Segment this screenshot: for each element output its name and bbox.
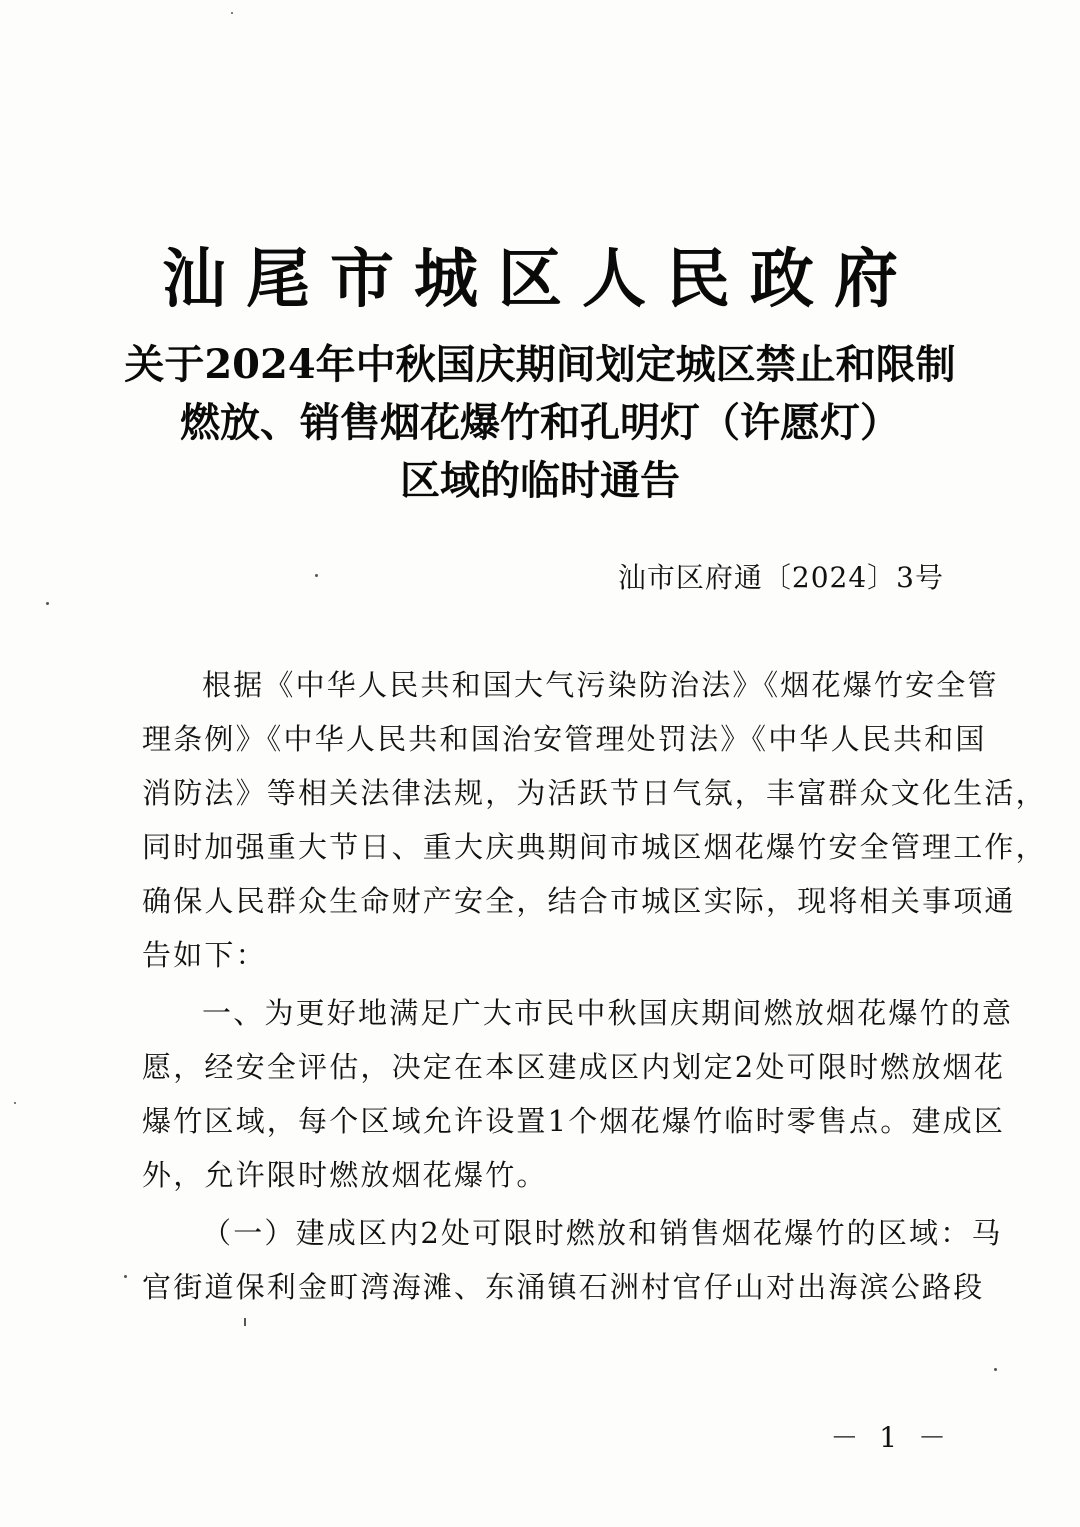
title-line-3: 区域的临时通告	[400, 457, 680, 504]
body-text	[142, 658, 1047, 1318]
paragraph-item-1-1	[142, 1206, 1003, 1314]
document-title	[100, 336, 980, 510]
text-line: 外，允许限时燃放烟花爆竹。	[142, 1158, 548, 1192]
scan-speck	[315, 574, 318, 577]
text-line: 同时加强重大节日、重大庆典期间市城区烟花爆竹安全管理工作，	[142, 830, 1047, 864]
text-line: 告如下：	[142, 938, 267, 972]
text-line: 官街道保利金町湾海滩、东涌镇石洲村官仔山对出海滨公路段	[142, 1270, 985, 1304]
page-number: － 1 －	[830, 1421, 952, 1454]
scan-speck	[994, 1368, 997, 1371]
scan-speck	[14, 1102, 16, 1104]
issuing-organization: 汕尾市城区人民政府	[162, 243, 918, 317]
title-line-1: 关于2024年中秋国庆期间划定城区禁止和限制	[124, 341, 956, 388]
text-line: 理条例》《中华人民共和国治安管理处罚法》《中华人民共和国	[142, 722, 987, 756]
text-line: 确保人民群众生命财产安全，结合市城区实际，现将相关事项通	[142, 884, 1016, 918]
text-line: 一、为更好地满足广大市民中秋国庆期间燃放烟花爆竹的意	[202, 996, 1014, 1030]
paragraph-preamble	[142, 658, 1047, 982]
text-line: 爆竹区域，每个区域允许设置1个烟花爆竹临时零售点。建成区	[142, 1104, 1006, 1138]
text-line: 消防法》等相关法律法规，为活跃节日气氛，丰富群众文化生活，	[142, 776, 1047, 810]
scan-speck	[231, 12, 233, 14]
document-number: 汕市区府通〔2024〕3号	[617, 561, 944, 594]
scan-speck	[124, 1275, 127, 1278]
scan-speck	[46, 602, 49, 605]
paragraph-item-1	[142, 986, 1014, 1202]
text-line: 愿，经安全评估，决定在本区建成区内划定2处可限时燃放烟花	[142, 1050, 1006, 1084]
text-line: （一）建成区内2处可限时燃放和销售烟花爆竹的区域：马	[202, 1216, 1003, 1250]
scan-speck	[244, 1318, 246, 1326]
text-line: 根据《中华人民共和国大气污染防治法》《烟花爆竹安全管	[202, 668, 999, 702]
title-line-2: 燃放、销售烟花爆竹和孔明灯（许愿灯）	[180, 399, 900, 446]
